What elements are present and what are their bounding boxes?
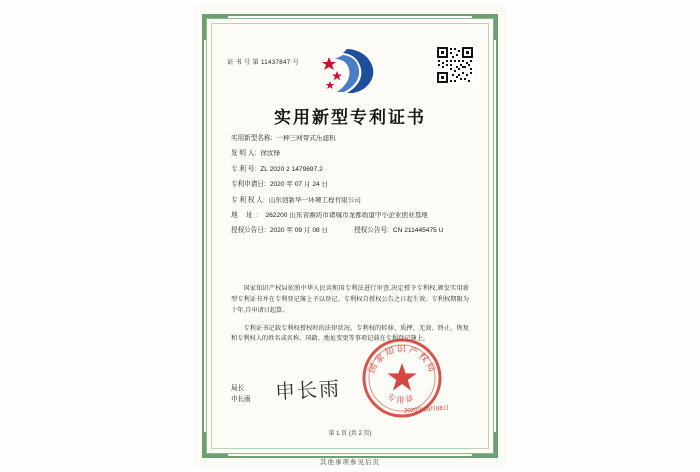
field-label: 专利申请日:	[231, 181, 266, 189]
svg-text:国家知识产权局: 国家知识产权局	[367, 344, 438, 376]
field-value: 一种三网带式压滤机	[276, 135, 336, 142]
field-address	[231, 212, 469, 220]
field-inventor	[231, 150, 469, 158]
footer-note: 其他事项参见后页	[320, 459, 380, 466]
signature-block	[231, 383, 251, 405]
field-label: 专 利 权 人:	[231, 196, 265, 204]
field-value: 262200 山东省潍坊市诸城市龙都街道中小企业创业基地	[265, 212, 428, 220]
field-value: 2020 年 07 月 24 日	[269, 181, 329, 189]
field-value: 徐汝锋	[260, 150, 281, 158]
field-value: 山东创新华一环境工程有限公司	[268, 196, 362, 204]
field-value-grant-number: CN 211445475 U	[392, 227, 444, 235]
certificate-paper	[196, 8, 504, 464]
field-list	[231, 135, 469, 243]
field-utility-model-name	[231, 135, 469, 143]
field-label-grant-date: 授权公告日:	[231, 227, 266, 235]
svg-text:专用章: 专用章	[386, 392, 417, 406]
signature-name-printed: 申长雨	[231, 395, 251, 403]
field-value: ZL 2020 2 1479697.2	[260, 165, 323, 173]
field-label-grant-number: 授权公告号:	[354, 227, 389, 235]
field-label: 地 址:	[231, 212, 262, 220]
field-grant-announcement	[231, 227, 469, 235]
certificate-content	[217, 29, 483, 443]
patent-office-emblem-icon	[313, 43, 387, 99]
legal-paragraph-2: 专利证书记载专利权授权时的法律状况。专利权的转移、质押、无效、终止、恢复和专利权人的姓名或名称、国籍、地址变更等事项记载在专利登记簿上。	[231, 324, 469, 343]
field-label: 发 明 人:	[231, 150, 257, 158]
field-label: 专 利 号:	[231, 165, 257, 173]
field-patentee	[231, 197, 469, 205]
signature-handwriting: 申长雨	[274, 376, 342, 404]
field-patent-number	[231, 166, 469, 174]
seal-date: 2020年09月08日	[404, 405, 450, 415]
certificate-number: 证 书 号 第 11437847 号	[227, 59, 300, 66]
field-application-date	[231, 181, 469, 189]
qr-code-icon	[435, 45, 475, 85]
legal-paragraph-1: 国家知识产权局依照中华人民共和国专利法进行审查,决定授予专利权,颁发实用新型专利证书并在专利登记簿上予以登记。专利权自授权公告之日起生效。专利权期限为十年,自申请日起算。	[231, 285, 469, 314]
page-number: 第 1 页 (共 2 页)	[328, 431, 372, 437]
field-label: 实用新型名称:	[231, 135, 273, 142]
field-value-grant-date: 2020 年 09 月 08 日	[269, 227, 329, 235]
signature-title: 局长	[231, 384, 245, 392]
page-title: 实用新型专利证书	[274, 108, 426, 128]
